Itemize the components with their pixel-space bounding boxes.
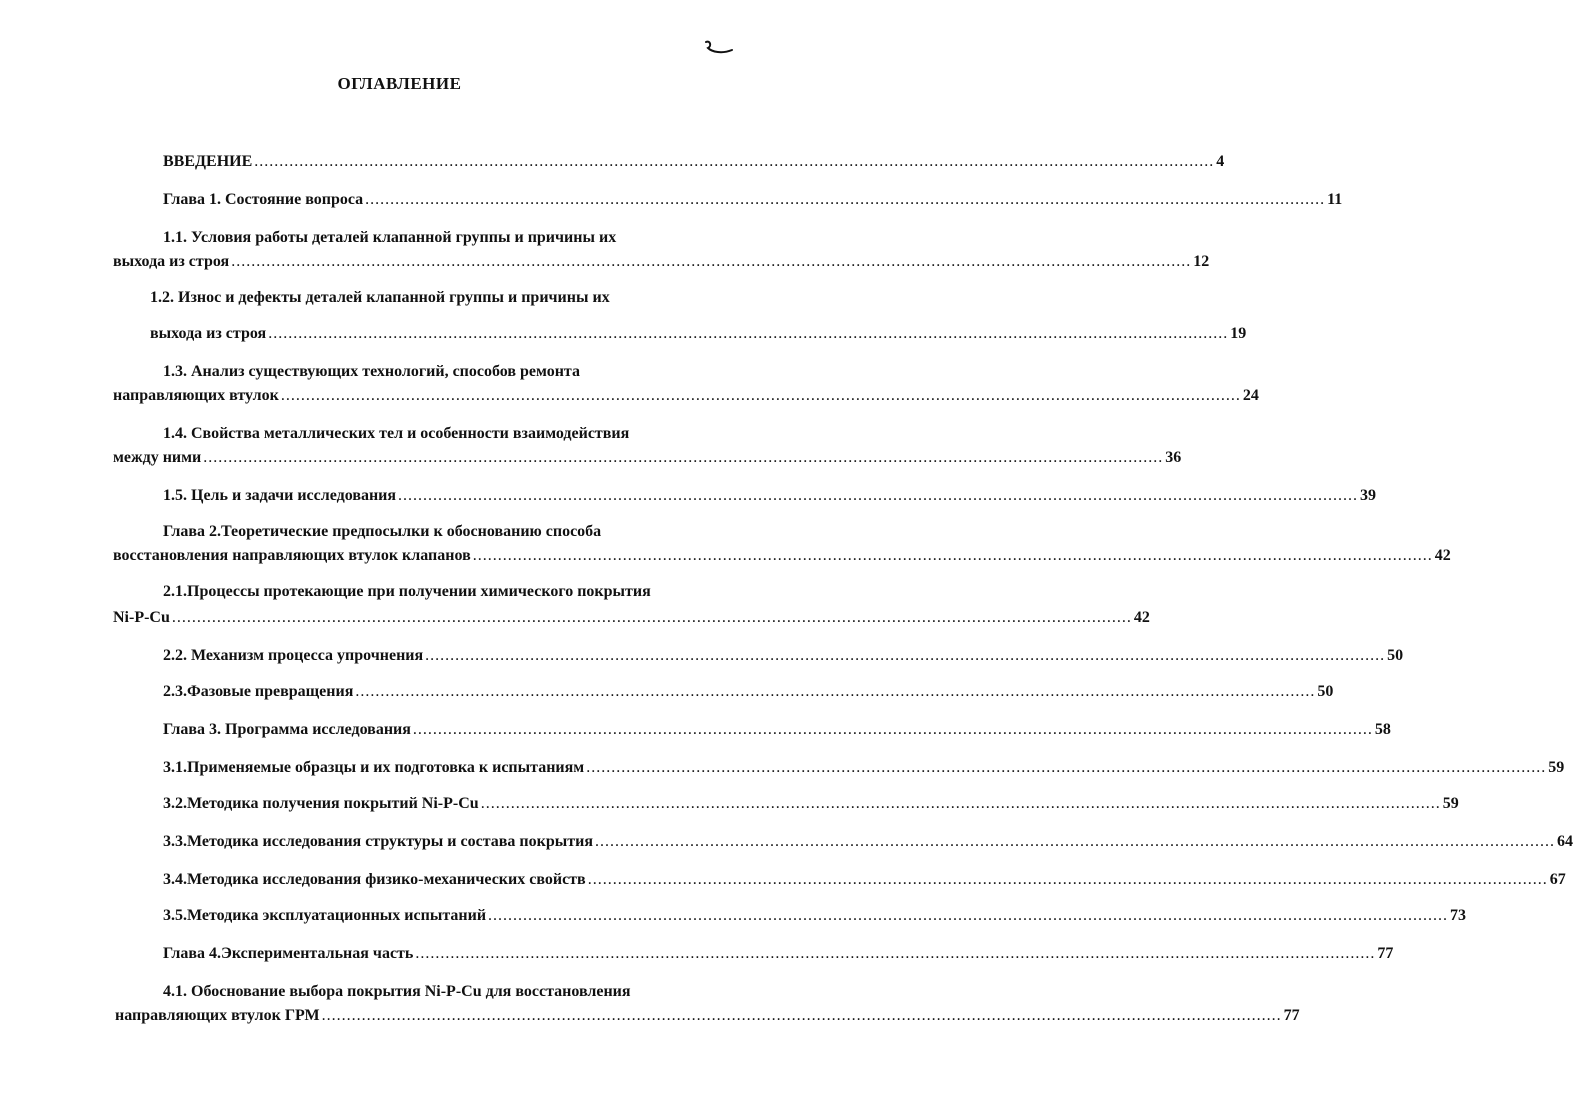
- toc-entry-page: 39: [1360, 487, 1377, 504]
- toc-entry-4-1-line1: 4.1. Обоснование выбора покрытия Ni-P-Cu для восстановления: [163, 983, 631, 1000]
- toc-entry-label: Глава 4.Экспериментальная часть: [163, 945, 414, 962]
- toc-entry-1-4-line1: 1.4. Свойства металлических тел и особенности взаимодействия: [163, 425, 630, 442]
- toc-entry-3-4: [163, 870, 1566, 890]
- toc-leader-dots: ................................................................................................................................................................................................: [365, 191, 1326, 208]
- toc-entry-page: 50: [1317, 683, 1334, 700]
- toc-entry-1-3: [113, 386, 1259, 406]
- toc-entry-page: 67: [1549, 871, 1566, 888]
- toc-entry-label: направляющих втулок ГРМ: [115, 1007, 320, 1024]
- toc-leader-dots: ................................................................................................................................................................................................: [586, 759, 1547, 776]
- toc-entry-3-2: [163, 794, 1459, 814]
- toc-entry-label: 3.3.Методика исследования структуры и состава покрытия: [163, 833, 593, 850]
- toc-entry-2-1-line1: 2.1.Процессы протекающие при получении химического покрытия: [163, 583, 651, 600]
- toc-entry-page: 36: [1165, 449, 1182, 466]
- toc-entry-chapter-3: [163, 720, 1391, 740]
- toc-entry-label: Ni-P-Cu: [113, 609, 170, 626]
- toc-entry-page: 50: [1387, 647, 1404, 664]
- toc-entry-chapter-4: [163, 944, 1394, 964]
- toc-leader-dots: ................................................................................................................................................................................................: [594, 833, 1555, 850]
- toc-entry-page: 12: [1193, 253, 1210, 270]
- toc-leader-dots: ................................................................................................................................................................................................: [488, 907, 1449, 924]
- toc-entry-label: выхода из строя: [113, 253, 230, 270]
- toc-leader-dots: ................................................................................................................................................................................................: [355, 683, 1316, 700]
- toc-entry-1-2-line1: 1.2. Износ и дефекты деталей клапанной группы и причины их: [150, 289, 610, 306]
- toc-leader-dots: ................................................................................................................................................................................................: [231, 253, 1192, 270]
- toc-entry-page: 24: [1242, 387, 1259, 404]
- toc-entry-page: 59: [1548, 759, 1565, 776]
- toc-entry-label: направляющих втулок: [113, 387, 279, 404]
- toc-entry-page: 4: [1216, 153, 1225, 170]
- toc-entry-3-1: [163, 758, 1565, 778]
- toc-entry-1-1-line1: 1.1. Условия работы деталей клапанной группы и причины их: [163, 229, 617, 246]
- toc-entry-2-2: [163, 646, 1404, 666]
- toc-entry-label: ВВЕДЕНИЕ: [163, 153, 253, 170]
- toc-entry-label: 3.2.Методика получения покрытий Ni-P-Cu: [163, 795, 479, 812]
- toc-entry-3-5: [163, 906, 1467, 926]
- toc-entry-page: 19: [1230, 325, 1247, 342]
- toc-entry-2-1: [113, 608, 1150, 628]
- toc-leader-dots: ................................................................................................................................................................................................: [171, 609, 1132, 626]
- page-title: ОГЛАВЛЕНИЕ: [337, 74, 462, 93]
- toc-leader-dots: ................................................................................................................................................................................................: [203, 449, 1164, 466]
- toc-leader-dots: ................................................................................................................................................................................................: [412, 721, 1373, 738]
- toc-entry-label: 2.3.Фазовые превращения: [163, 683, 354, 700]
- toc-entry-introduction: [163, 152, 1225, 172]
- toc-leader-dots: ................................................................................................................................................................................................: [472, 547, 1433, 564]
- toc-entry-page: 42: [1133, 609, 1150, 626]
- toc-entry-label: между ними: [113, 449, 202, 466]
- toc-entry-page: 73: [1450, 907, 1467, 924]
- toc-entry-1-2: [150, 324, 1247, 344]
- toc-entry-chapter-2: [113, 546, 1451, 566]
- toc-entry-label: Глава 1. Состояние вопроса: [163, 191, 364, 208]
- toc-leader-dots: ................................................................................................................................................................................................: [480, 795, 1441, 812]
- toc-entry-label: 1.5. Цель и задачи исследования: [163, 487, 397, 504]
- toc-leader-dots: ................................................................................................................................................................................................: [587, 871, 1548, 888]
- toc-entry-page: 11: [1327, 191, 1343, 208]
- toc-entry-chapter-1: [163, 190, 1343, 210]
- toc-entry-1-1: [113, 252, 1210, 272]
- toc-entry-page: 42: [1434, 547, 1451, 564]
- toc-entry-chapter-2-line1: Глава 2.Теоретические предпосылки к обоснованию способа: [163, 523, 602, 540]
- toc-entry-label: 3.4.Методика исследования физико-механических свойств: [163, 871, 586, 888]
- toc-entry-label: 3.5.Методика эксплуатационных испытаний: [163, 907, 487, 924]
- toc-entry-1-5: [163, 486, 1377, 506]
- toc-entry-2-3: [163, 682, 1334, 702]
- toc-leader-dots: ................................................................................................................................................................................................: [280, 387, 1241, 404]
- toc-entry-1-4: [113, 448, 1182, 468]
- toc-entry-page: 59: [1442, 795, 1459, 812]
- handwritten-mark: [702, 38, 734, 58]
- toc-entry-4-1: [115, 1006, 1300, 1026]
- toc-leader-dots: ................................................................................................................................................................................................: [398, 487, 1359, 504]
- toc-entry-page: 64: [1556, 833, 1573, 850]
- toc-entry-3-3: [163, 832, 1573, 852]
- toc-leader-dots: ................................................................................................................................................................................................: [425, 647, 1386, 664]
- toc-leader-dots: ................................................................................................................................................................................................: [415, 945, 1376, 962]
- toc-entry-page: 58: [1374, 721, 1391, 738]
- toc-entry-label: 3.1.Применяемые образцы и их подготовка к испытаниям: [163, 759, 585, 776]
- toc-leader-dots: ................................................................................................................................................................................................: [254, 153, 1215, 170]
- toc-entry-1-3-line1: 1.3. Анализ существующих технологий, способов ремонта: [163, 363, 580, 380]
- toc-entry-page: 77: [1377, 945, 1394, 962]
- toc-entry-page: 77: [1283, 1007, 1300, 1024]
- toc-leader-dots: ................................................................................................................................................................................................: [321, 1007, 1282, 1024]
- toc-entry-label: выхода из строя: [150, 325, 267, 342]
- toc-entry-label: восстановления направляющих втулок клапанов: [113, 547, 471, 564]
- toc-leader-dots: ................................................................................................................................................................................................: [268, 325, 1229, 342]
- toc-entry-label: Глава 3. Программа исследования: [163, 721, 411, 738]
- toc-entry-label: 2.2. Механизм процесса упрочнения: [163, 647, 424, 664]
